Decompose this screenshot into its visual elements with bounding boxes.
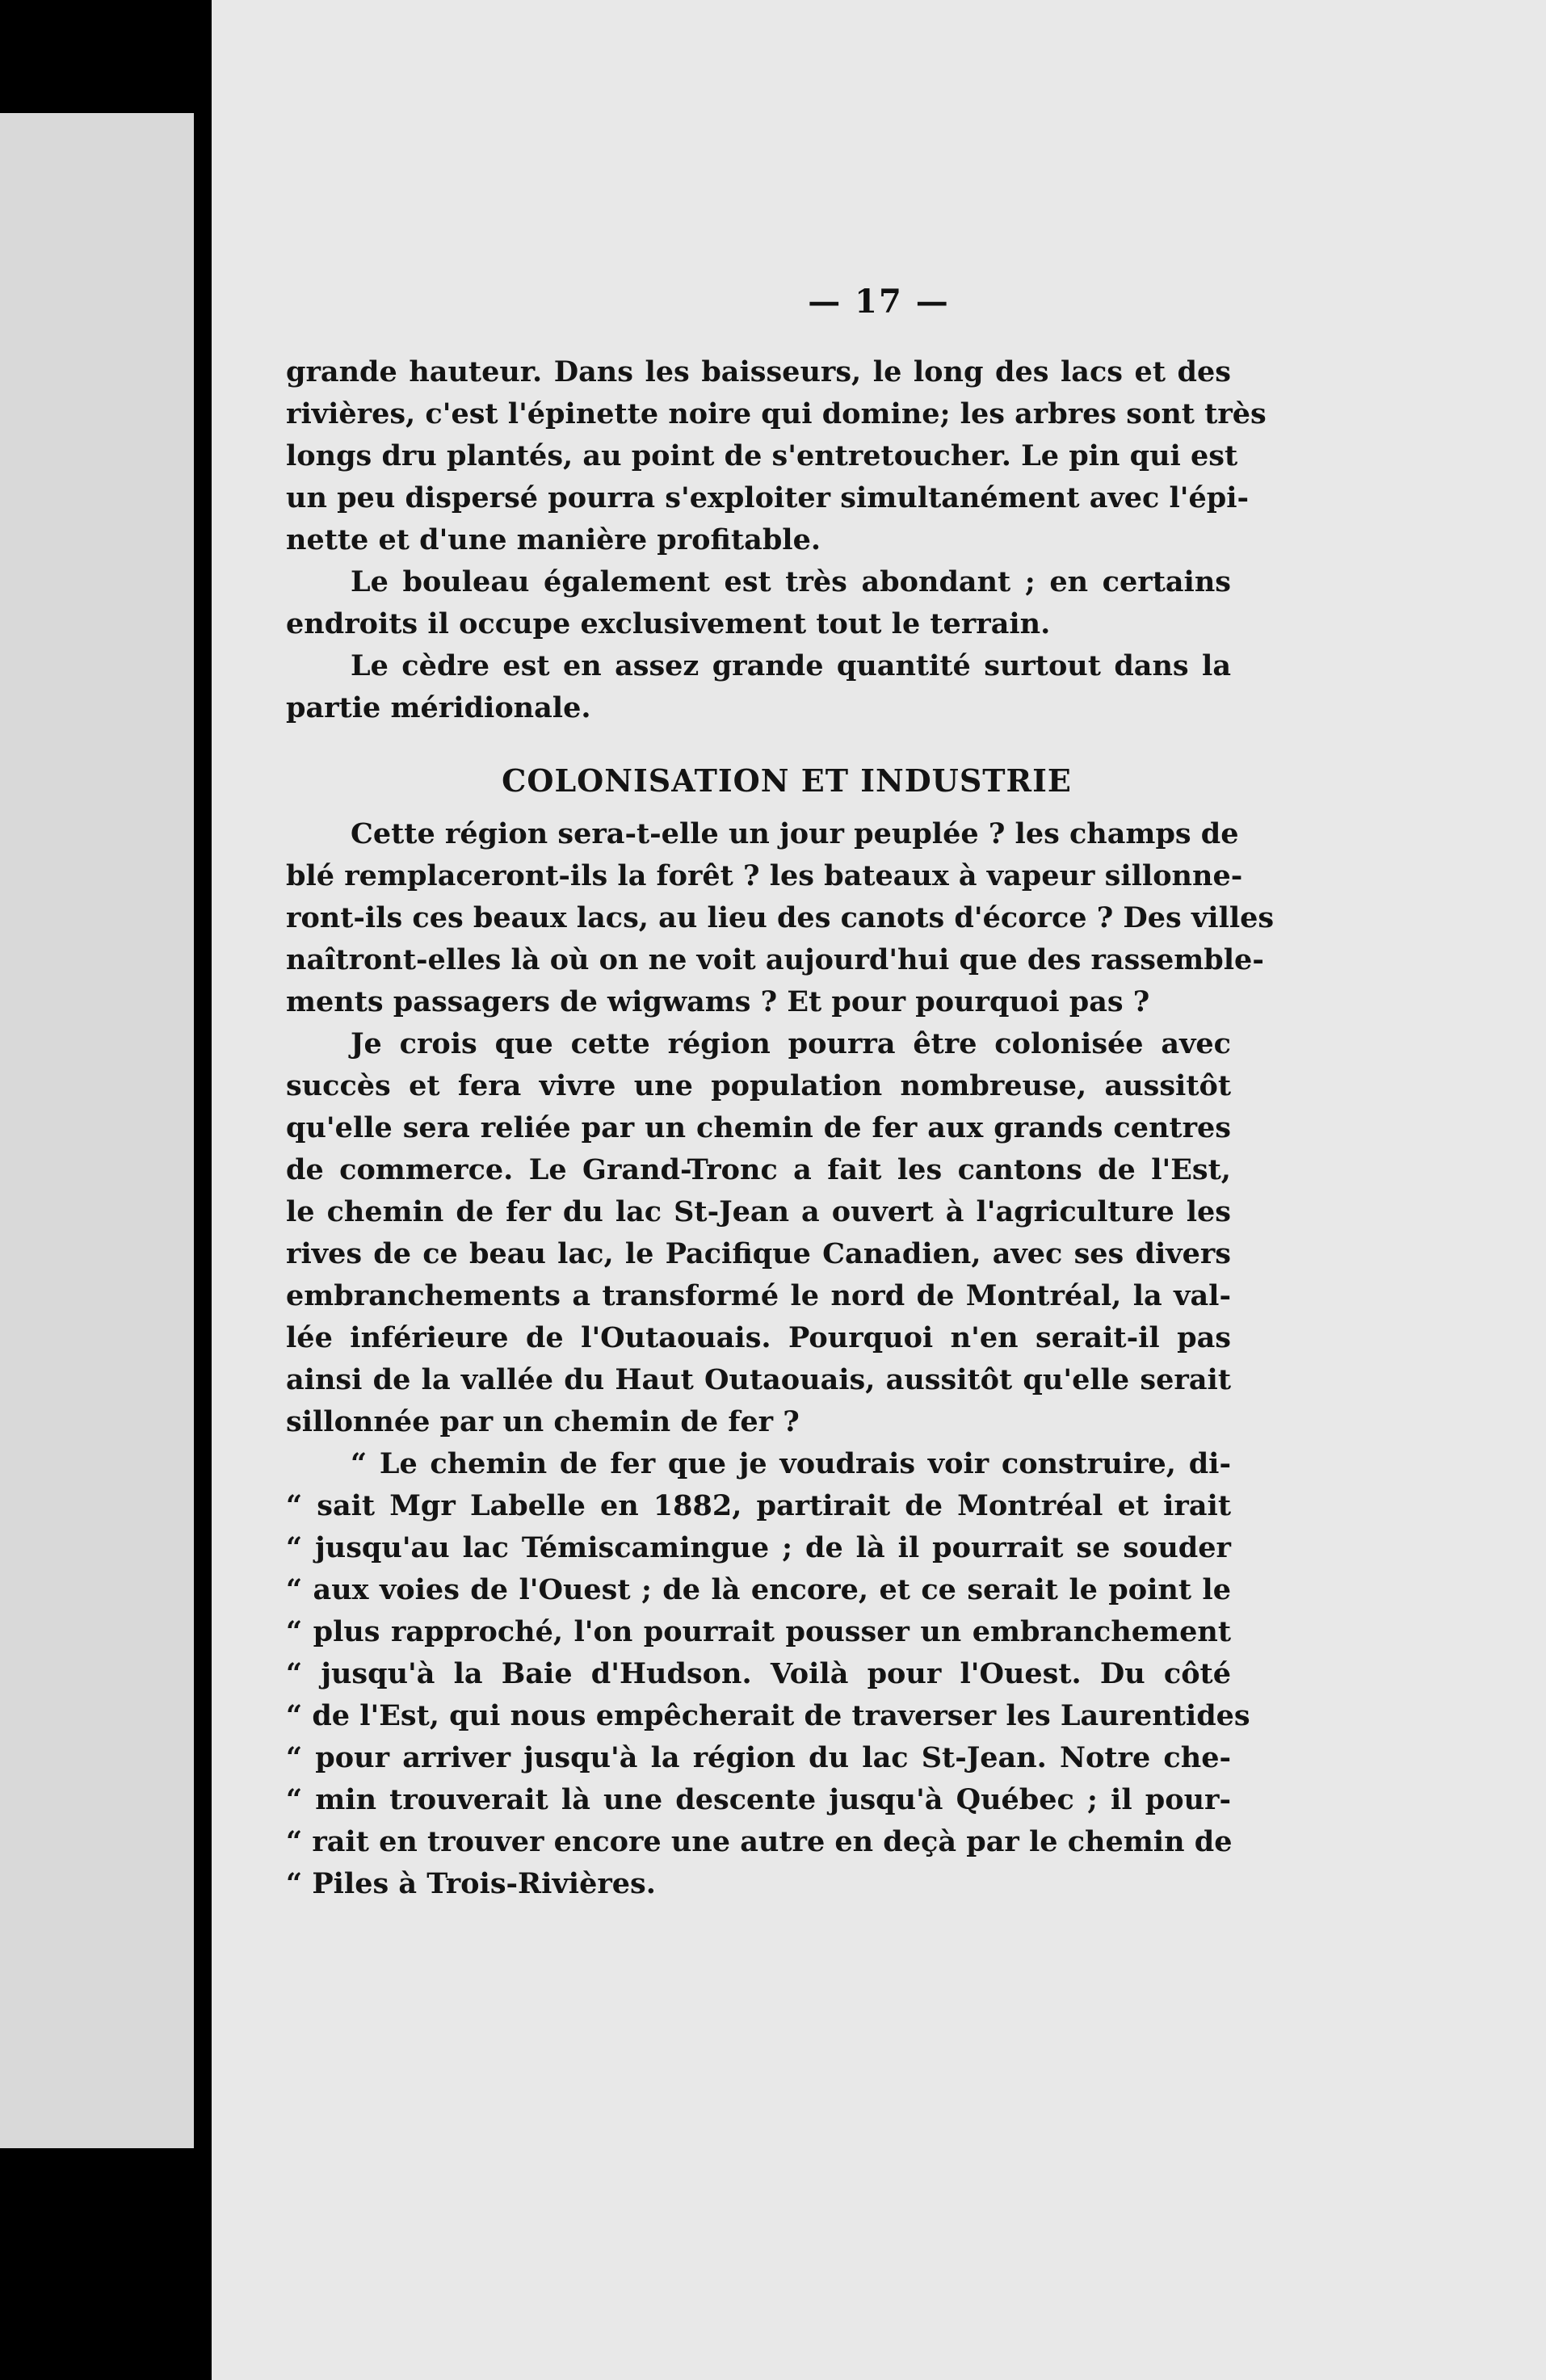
text-line: nette et d'une manière profitable.	[286, 523, 821, 556]
paragraph-railway	[286, 1023, 1231, 1443]
text-line: rivières, c'est l'épinette noire qui domine; les arbres sont très	[286, 397, 1267, 430]
text-line: longs dru plantés, au point de s'entretoucher. Le pin qui est	[286, 439, 1238, 472]
text-line: ainsi de la vallée du Haut Outaouais, aussitôt qu'elle serait	[286, 1363, 1231, 1396]
text-line: rives de ce beau lac, le Pacifique Canadien, avec ses divers	[286, 1237, 1231, 1270]
text-line: qu'elle sera reliée par un chemin de fer aux grands centres	[286, 1111, 1231, 1144]
text-line: “ Piles à Trois-Rivières.	[286, 1867, 656, 1900]
text-line: ront-ils ces beaux lacs, au lieu des canots d'écorce ? Des villes	[286, 901, 1275, 934]
text-line: “ min trouverait là une descente jusqu'à Québec ; il pour-	[286, 1783, 1231, 1816]
text-line: “ jusqu'au lac Témiscamingue ; de là il pourrait se souder	[286, 1531, 1231, 1564]
text-line: “ jusqu'à la Baie d'Hudson. Voilà pour l'Ouest. Du côté	[286, 1657, 1231, 1690]
text-line: naîtront-elles là où on ne voit aujourd'hui que des rassemble-	[286, 943, 1264, 976]
paragraph-cedar	[286, 645, 1231, 729]
text-line: grande hauteur. Dans les baisseurs, le long des lacs et des	[286, 355, 1231, 388]
text-line: de commerce. Le Grand-Tronc a fait les cantons de l'Est,	[286, 1153, 1231, 1186]
text-line: “ de l'Est, qui nous empêcherait de traverser les Laurentides	[286, 1699, 1250, 1732]
page-number: — 17 —	[808, 283, 950, 321]
text-line: Cette région sera-t-elle un jour peuplée ? les champs de	[351, 817, 1239, 850]
text-line: Je crois que cette région pourra être colonisée avec	[351, 1027, 1231, 1060]
adjacent-page-edge	[0, 113, 194, 2148]
page-gutter	[194, 113, 212, 2156]
text-line: le chemin de fer du lac St-Jean a ouvert à l'agriculture les	[286, 1195, 1231, 1228]
text-line: “ rait en trouver encore une autre en deçà par le chemin de	[286, 1825, 1233, 1858]
text-line: “ sait Mgr Labelle en 1882, partirait de Montréal et irait	[286, 1489, 1231, 1522]
text-line: ments passagers de wigwams ? Et pour pourquoi pas ?	[286, 985, 1150, 1018]
text-line: “ Le chemin de fer que je voudrais voir construire, di-	[351, 1447, 1231, 1480]
text-line: “ plus rapproché, l'on pourrait pousser un embranchement	[286, 1615, 1231, 1648]
text-line: un peu dispersé pourra s'exploiter simultanément avec l'épi-	[286, 481, 1250, 514]
paragraph-questions	[286, 813, 1275, 1023]
paragraph-quotation	[286, 1443, 1250, 1905]
page-text	[286, 351, 1275, 1905]
text-line: “ pour arriver jusqu'à la région du lac St-Jean. Notre che-	[286, 1741, 1231, 1774]
section-heading: COLONISATION ET INDUSTRIE	[502, 762, 1072, 799]
text-line: blé remplaceront-ils la forêt ? les bateaux à vapeur sillonne-	[286, 859, 1243, 892]
book-page	[212, 0, 1546, 2380]
text-line: Le bouleau également est très abondant ; en certains	[351, 565, 1231, 598]
paragraph-forest	[286, 351, 1267, 561]
text-line: lée inférieure de l'Outaouais. Pourquoi n'en serait-il pas	[286, 1321, 1231, 1354]
text-line: succès et fera vivre une population nombreuse, aussitôt	[286, 1069, 1231, 1102]
text-line: endroits il occupe exclusivement tout le terrain.	[286, 607, 1051, 640]
paragraph-birch	[286, 561, 1231, 645]
text-line: partie méridionale.	[286, 691, 591, 724]
text-line: sillonnée par un chemin de fer ?	[286, 1405, 800, 1438]
text-line: embranchements a transformé le nord de Montréal, la val-	[286, 1279, 1231, 1312]
text-line: “ aux voies de l'Ouest ; de là encore, et ce serait le point le	[286, 1573, 1231, 1606]
text-line: Le cèdre est en assez grande quantité surtout dans la	[351, 649, 1231, 682]
